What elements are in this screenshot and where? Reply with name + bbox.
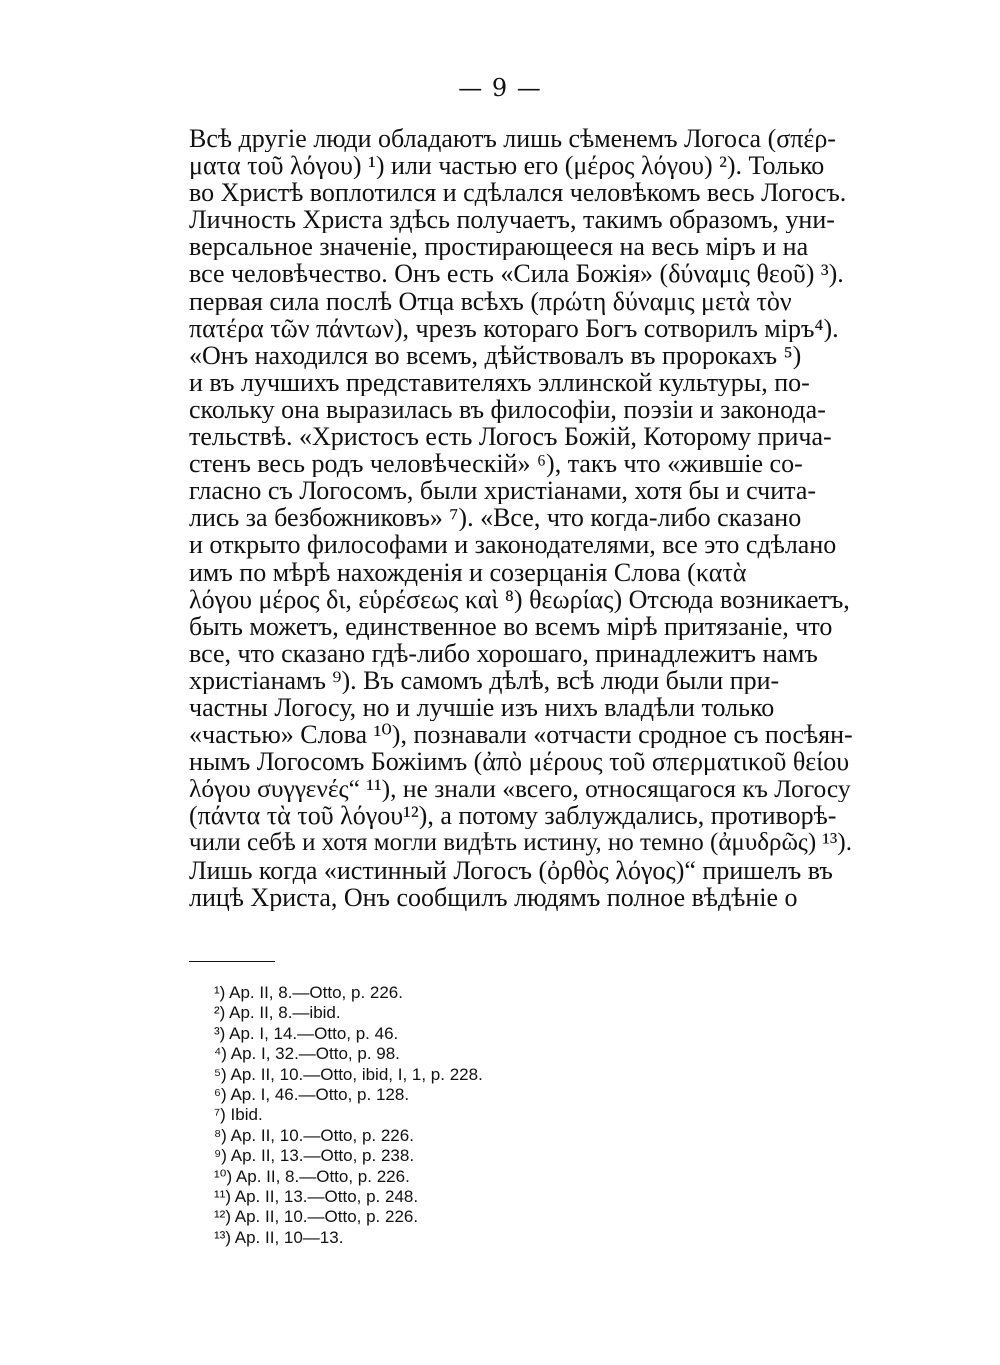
body-line: Лишь когда «истинный Логосъ (ὀρθὸς λόγος)“ пришелъ въ — [189, 856, 833, 884]
body-line: во Христѣ воплотился и сдѣлался человѣкомъ весь Логосъ. — [189, 179, 847, 207]
footnote: ¹³) Ap. II, 10—13. — [214, 1227, 344, 1247]
body-line: и открыто философами и законодателями, все это сдѣлано — [189, 531, 837, 559]
body-text — [189, 125, 854, 945]
body-line: версальное значеніе, простирающееся на весь міръ и на — [189, 233, 809, 261]
footnote: ¹) Ap. II, 8.—Otto, p. 226. — [214, 983, 403, 1002]
footnote: ⁸) Ap. II, 10.—Otto, p. 226. — [214, 1125, 414, 1145]
body-line: стенъ весь родъ человѣческій» ⁶), такъ что «жившіе со- — [189, 450, 803, 478]
page-number: — 9 — — [458, 74, 542, 102]
body-line: πατέρα τῶν πάντων), чрезъ котораго Богъ сотворилъ міръ⁴). — [189, 314, 839, 342]
footnote: ³) Ap. I, 14.—Otto, p. 46. — [214, 1023, 399, 1043]
body-line: лись за безбожниковъ» ⁷). «Все, что когда-либо сказано — [189, 504, 802, 532]
body-line: Всѣ другіе люди обладаютъ лишь сѣменемъ Логоса (σπέρ- — [189, 125, 836, 153]
footnote: ⁵) Ap. II, 10.—Otto, ibid, I, 1, p. 228. — [214, 1064, 483, 1084]
footnote: ⁴) Ap. I, 32.—Otto, p. 98. — [214, 1044, 400, 1064]
footnote-divider — [189, 961, 275, 962]
footnote: ⁹) Ap. II, 13.—Otto, p. 238. — [214, 1146, 415, 1166]
body-line: λόγου συγγενές“ ¹¹), не знали «всего, относящагося къ Логосу — [189, 775, 851, 803]
footnote: ¹¹) Ap. II, 13.—Otto, p. 248. — [214, 1186, 419, 1206]
body-line: «частью» Слова ¹⁰), познавали «отчасти сродное съ посѣян- — [189, 721, 853, 749]
body-line: гласно съ Логосомъ, были христіанами, хотя бы и счита- — [189, 477, 817, 505]
footnote: ²) Ap. II, 8.—ibid. — [214, 1003, 341, 1023]
body-line: тельствѣ. «Христосъ есть Логосъ Божій, Которому прича- — [189, 423, 832, 451]
body-line: нымъ Логосомъ Божіимъ (ἀπὸ μέρους τοῦ σπερματικοῦ θείου — [189, 748, 850, 776]
body-line: «Онъ находился во всемъ, дѣйствовалъ въ пророкахъ ⁵) — [189, 341, 802, 369]
body-line: имъ по мѣрѣ нахожденія и созерцанія Слова (κατὰ — [189, 558, 747, 586]
body-line: христіанамъ ⁹). Въ самомъ дѣлѣ, всѣ люди были при- — [189, 666, 780, 694]
footnotes — [214, 983, 634, 1248]
body-line: λόγου μέρος δι, εὑρέσεως καὶ ⁸) θεωρίας) Отсюда возникаетъ, — [189, 585, 850, 613]
body-line: ματα τοῦ λόγου) ¹) или частью его (μέρος λόγου) ²). Только — [189, 152, 825, 180]
footnote: ⁶) Ap. I, 46.—Otto, p. 128. — [214, 1084, 410, 1104]
body-line: все, что сказано гдѣ-либо хорошаго, принадлежитъ намъ — [189, 639, 818, 667]
body-line: частны Логосу, но и лучшіе изъ нихъ владѣли только — [189, 693, 775, 722]
footnote: ¹²) Ap. II, 10.—Otto, p. 226. — [214, 1207, 419, 1227]
body-line: все человѣчество. Онъ есть «Сила Божія» (δύναμις θεοῦ) ³). — [189, 260, 844, 288]
body-line: первая сила послѣ Отца всѣхъ (πρώτη δύναμις μετὰ τὸν — [189, 287, 792, 315]
body-line: скольку она выразилась въ философіи, поэзіи и законода- — [189, 395, 826, 424]
body-line: лицѣ Христа, Онъ сообщилъ людямъ полное вѣдѣніе о — [189, 883, 798, 911]
footnote: ¹⁰) Ap. II, 8.—Otto, p. 226. — [214, 1166, 410, 1186]
body-line: быть можетъ, единственное во всемъ мірѣ притязаніе, что — [189, 612, 833, 640]
body-line: и въ лучшихъ представителяхъ эллинской культуры, по- — [189, 368, 810, 396]
body-line: чили себѣ и хотя могли видѣть истину, но темно (ἀμυδρῶς) ¹³). — [189, 829, 852, 857]
footnote: ⁷) Ibid. — [214, 1105, 263, 1125]
body-line: Личность Христа здѣсь получаетъ, такимъ образомъ, уни- — [189, 206, 835, 234]
body-line: (πάντα τὰ τοῦ λόγου¹²), а потому заблуждались, противорѣ- — [189, 802, 837, 830]
